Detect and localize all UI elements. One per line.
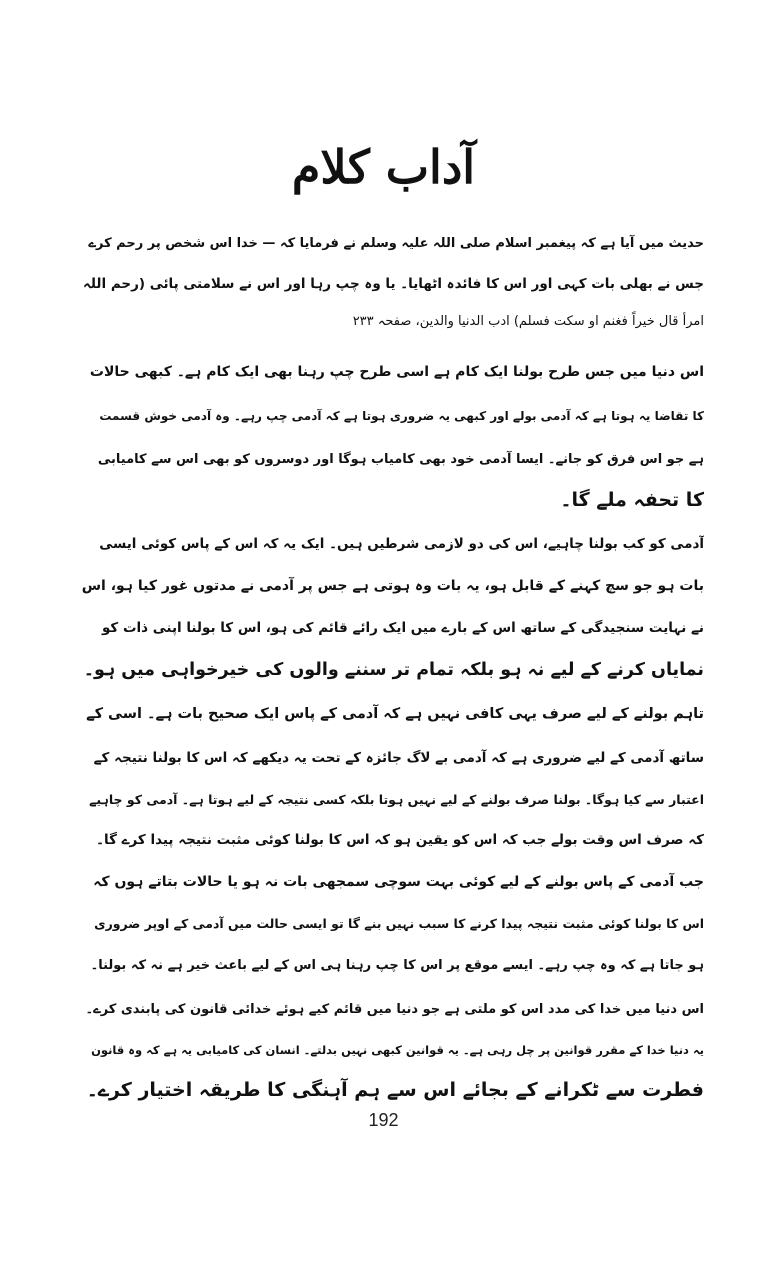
text-line: نمایاں کرنے کے لیے نہ ہو بلکہ تمام تر سننے والوں کی خیرخواہی میں ہو۔ xyxy=(83,660,704,680)
text-line: کا تقاضا یہ ہوتا ہے کہ آدمی بولے اور کبھی یہ ضروری ہوتا ہے کہ آدمی چپ رہے۔ وہ آدمی خوش قسمت xyxy=(99,409,704,423)
page-number: 192 xyxy=(368,1110,399,1130)
reference-line: امرأ قال خیراً فغنم او سکت فسلم) ادب الدنیا والدین، صفحہ ۲۳۳ xyxy=(352,314,704,329)
text-line: ساتھ آدمی کے لیے ضروری ہے کہ آدمی بے لاگ جائزہ کے تحت یہ دیکھے کہ اس کا بولنا نتیجہ کے xyxy=(93,750,704,766)
text-line: کا تحفہ ملے گا۔ xyxy=(560,489,704,511)
text-line: تاہم بولنے کے لیے صرف یہی کافی نہیں ہے کہ آدمی کے پاس ایک صحیح بات ہے۔ اسی کے xyxy=(86,706,704,722)
text-line: جب آدمی کے پاس بولنے کے لیے کوئی بہت سوچی سمجھی بات نہ ہو یا حالات بتاتے ہوں کہ xyxy=(93,874,704,890)
text-line: ہے جو اس فرق کو جانے۔ ایسا آدمی خود بھی کامیاب ہوگا اور دوسروں کو بھی اس سے کامیابی xyxy=(97,452,704,467)
text-line: فطرت سے ٹکرانے کے بجائے اس سے ہم آہنگی کا طریقہ اختیار کرے۔ xyxy=(86,1079,704,1101)
text-line: بات ہو جو سچ کہنے کے قابل ہو، یہ بات وہ ہوتی ہے جس پر آدمی نے مدتوں غور کیا ہو، اس xyxy=(82,578,704,594)
text-line: آدمی کو کب بولنا چاہیے، اس کی دو لازمی شرطیں ہیں۔ ایک یہ کہ اس کے پاس کوئی ایسی xyxy=(99,536,704,552)
text-line: اس کا بولنا کوئی مثبت نتیجہ پیدا کرنے کا سبب نہیں بنے گا تو ایسی حالت میں آدمی کے اوپر ضروری xyxy=(94,916,704,931)
text-line: نے نہایت سنجیدگی کے ساتھ اس کے بارے میں ایک رائے قائم کی ہو، اس کا بولنا اپنی ذات کو xyxy=(101,620,704,636)
text-line: اس دنیا میں خدا کی مدد اس کو ملتی ہے جو دنیا میں قائم کیے ہوئے خدائی قانون کی پابندی کرے۔ xyxy=(85,1002,704,1017)
text-line: حدیث میں آیا ہے کہ پیغمبر اسلام صلی اللہ علیہ وسلم نے فرمایا کہ — خدا اس شخص پر رحم کرے xyxy=(88,236,704,251)
page-title: آداب کلام xyxy=(291,140,476,194)
text-line: جس نے بھلی بات کہی اور اس کا فائدہ اٹھایا۔ یا وہ چپ رہا اور اس نے سلامتی پائی (رحم اللہ xyxy=(83,276,704,292)
text-line: یہ دنیا خدا کے مقرر قوانین پر چل رہی ہے۔ یہ قوانین کبھی نہیں بدلتے۔ انسان کی کامیابی یہ ہے کہ وہ قانون xyxy=(91,1043,704,1057)
text-line: کہ صرف اس وقت بولے جب کہ اس کو یقین ہو کہ اس کا بولنا کوئی مثبت نتیجہ پیدا کرے گا۔ xyxy=(96,832,704,848)
text-line: اس دنیا میں جس طرح بولنا ایک کام ہے اسی طرح چپ رہنا بھی ایک کام ہے۔ کبھی حالات xyxy=(89,364,704,380)
text-line: ہو جاتا ہے کہ وہ چپ رہے۔ ایسے موقع پر اس کا چپ رہنا ہی اس کے لیے باعث خیر ہے نہ کہ بولنا۔ xyxy=(90,958,704,973)
text-line: اعتبار سے کیا ہوگا۔ بولنا صرف بولنے کے لیے نہیں ہوتا بلکہ کسی نتیجہ کے لیے ہوتا ہے۔ آدمی کو چاہیے xyxy=(89,792,704,807)
